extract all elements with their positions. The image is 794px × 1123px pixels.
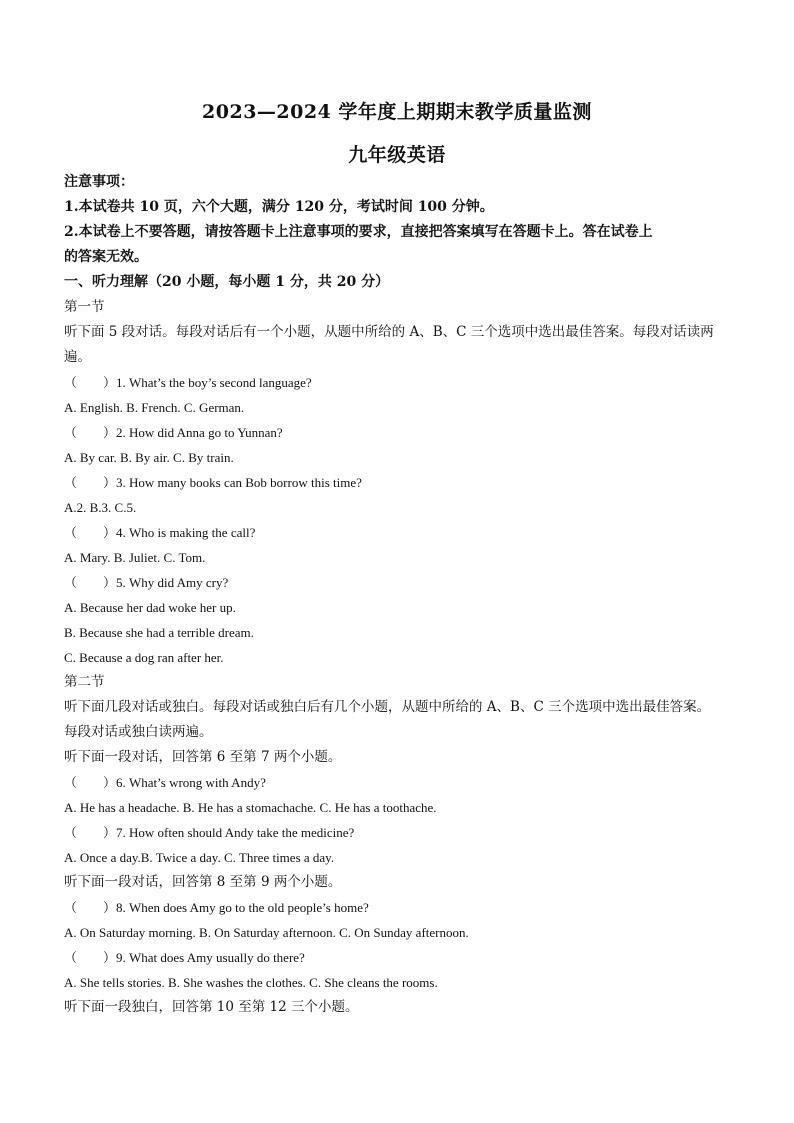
question-1-options: A. English. B. French. C. German. xyxy=(64,400,245,415)
question-2-options: A. By car. B. By air. C. By train. xyxy=(64,450,234,465)
exam-title: 2023—2024 学年度上期期末教学质量监测 xyxy=(202,101,592,123)
part1-instruction-line-2: 遍。 xyxy=(64,349,91,365)
notice-item-2-line-1: 2.本试卷上不要答题，请按答题卡上注意事项的要求，直接把答案填写在答题卡上。答在试卷上 xyxy=(64,224,653,240)
question-5-option-b: B. Because she had a terrible dream. xyxy=(64,625,254,640)
question-3: （ ）3. How many books can Bob borrow this time? xyxy=(64,475,362,490)
question-5: （ ）5. Why did Amy cry? xyxy=(64,575,229,590)
question-8: （ ）8. When does Amy go to the old people’s home? xyxy=(64,900,369,915)
question-4: （ ）4. Who is making the call? xyxy=(64,525,256,540)
question-7: （ ）7. How often should Andy take the medicine? xyxy=(64,825,355,840)
part2-instruction-line-1: 听下面几段对话或独白。每段对话或独白后有几个小题，从题中所给的 A、B、C 三个选项中选出最佳答案。 xyxy=(64,699,711,715)
question-8-options: A. On Saturday morning. B. On Saturday afternoon. C. On Sunday afternoon. xyxy=(64,925,469,940)
question-6: （ ）6. What’s wrong with Andy? xyxy=(64,775,266,790)
part2-instruction-line-2: 每段对话或独白读两遍。 xyxy=(64,724,213,740)
question-5-option-a: A. Because her dad woke her up. xyxy=(64,600,236,615)
question-9-options: A. She tells stories. B. She washes the clothes. C. She cleans the rooms. xyxy=(64,975,438,990)
notice-heading: 注意事项： xyxy=(64,174,134,190)
question-3-options: A.2. B.3. C.5. xyxy=(64,500,137,515)
question-4-options: A. Mary. B. Juliet. C. Tom. xyxy=(64,550,206,565)
notice-item-1: 1.本试卷共 10 页，六个大题，满分 120 分，考试时间 100 分钟。 xyxy=(64,199,494,215)
group-1-instruction: 听下面一段对话，回答第 6 至第 7 两个小题。 xyxy=(64,749,342,765)
group-3-instruction: 听下面一段独白，回答第 10 至第 12 三个小题。 xyxy=(64,999,359,1015)
section-heading: 一、听力理解（20 小题，每小题 1 分，共 20 分） xyxy=(64,274,390,290)
question-6-options: A. He has a headache. B. He has a stomachache. C. He has a toothache. xyxy=(64,800,437,815)
question-7-options: A. Once a day.B. Twice a day. C. Three times a day. xyxy=(64,850,335,865)
part1-label: 第一节 xyxy=(64,299,105,315)
part2-label: 第二节 xyxy=(64,674,105,690)
group-2-instruction: 听下面一段对话，回答第 8 至第 9 两个小题。 xyxy=(64,874,342,890)
exam-subtitle: 九年级英语 xyxy=(348,144,446,166)
question-5-option-c: C. Because a dog ran after her. xyxy=(64,650,224,665)
question-2: （ ）2. How did Anna go to Yunnan? xyxy=(64,425,283,440)
part1-instruction-line-1: 听下面 5 段对话。每段对话后有一个小题，从题中所给的 A、B、C 三个选项中选出最佳答案。每段对话读两 xyxy=(64,324,714,340)
question-1: （ ）1. What’s the boy’s second language? xyxy=(64,375,312,390)
question-9: （ ）9. What does Amy usually do there? xyxy=(64,950,305,965)
notice-item-2-line-2: 的答案无效。 xyxy=(64,249,148,265)
